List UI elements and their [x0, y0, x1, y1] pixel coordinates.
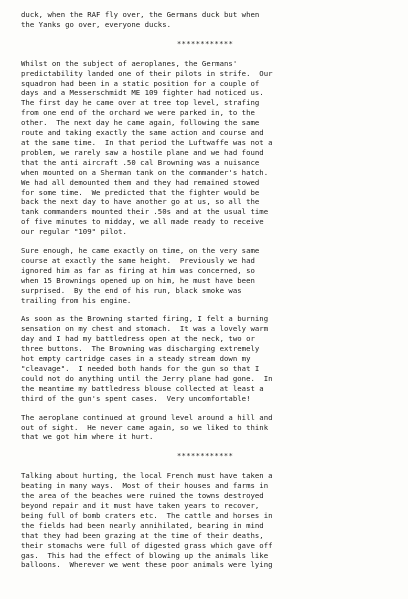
text-line: could not do anything until the Jerry plane had gone. In [21, 373, 273, 383]
text-line: when mounted on a Sherman tank on the commander's hatch. [21, 167, 269, 177]
text-line: being full of bomb craters etc. The cattle and horses in [21, 510, 273, 520]
text-line: squadron had been in a static position for a couple of [21, 78, 260, 88]
text-line: sensation on my chest and stomach. It was a lovely warm [21, 324, 269, 334]
text-line: The aeroplane continued at ground level around a hill and [21, 412, 273, 422]
text-line: gas. This had the effect of blowing up the animals like [21, 550, 269, 560]
text-line: beating in many ways. Most of their houses and farms in [21, 481, 269, 491]
text-line: predictability landed one of their pilots in strife. Our [21, 68, 273, 78]
section-separator: ************ [176, 38, 234, 48]
text-line: Whilst on the subject of aeroplanes, the Germans' [21, 58, 238, 68]
text-line: tank commanders mounted their .50s and at the usual time [21, 207, 269, 217]
text-line: for some time. We predicted that the fighter would be [21, 187, 260, 197]
text-line: of five minutes to midday, we all made ready to receive [21, 217, 264, 227]
text-line: day and I had my battledress open at the neck, two or [21, 334, 255, 344]
text-line: We had all demounted them and they had remained stowed [21, 177, 260, 187]
text-line: ignored him as far as firing at him was concerned, so [21, 265, 255, 275]
text-line: other. The next day he came again, following the same [21, 118, 260, 128]
paragraph [21, 314, 389, 403]
text-line: Sure enough, he came exactly on time, on the very same [21, 246, 260, 256]
text-line: back the next day to have another go at us, so all the [21, 197, 260, 207]
paragraph [21, 413, 389, 443]
text-line: surprised. By the end of his run, black smoke was [21, 285, 242, 295]
paragraph [21, 59, 389, 237]
text-line: the Yanks go over, everyone ducks. [21, 19, 172, 29]
text-line: from one end of the orchard we were parked in, to the [21, 108, 255, 118]
text-line: hot empty cartridge cases in a steady stream down my [21, 354, 251, 364]
text-line: trailing from his engine. [21, 295, 132, 305]
text-line: "cleavage". I needed both hands for the gun so that I [21, 364, 260, 373]
text-line: As soon as the Browning started firing, I felt a burning [21, 314, 269, 324]
text-line: the fields had been nearly annihilated, bearing in mind [21, 520, 264, 530]
text-line: third of the gun's spent cases. Very uncomfortable! [21, 393, 251, 403]
text-line: course at exactly the same height. Previously we had [21, 255, 255, 265]
text-line: duck, when the RAF fly over, the Germans duck but when [21, 10, 260, 19]
text-line: The first day he came over at tree top level, strafing [21, 98, 260, 108]
text-line: beyond repair and it must have taken years to recover, [21, 500, 260, 510]
text-line: days and a Messerschmidt ME 109 fighter had noticed us. [21, 88, 264, 98]
text-line: Talking about hurting, the local French must have taken a [21, 471, 273, 481]
text-line: the meantime my battledress blouse collected at least a [21, 383, 264, 393]
text-line: out of sight. He never came again, so we liked to think [21, 422, 269, 432]
text-line: the area of the beaches were ruined the towns destroyed [21, 491, 264, 501]
text-line: our regular "109" pilot. [21, 227, 127, 237]
text-line: that they had been grazing at the time of their deaths, [21, 530, 264, 540]
text-line: their stomachs were full of digested grass which gave off [21, 540, 273, 550]
text-line: problem, we rarely saw a hostile plane and we had found [21, 147, 264, 157]
text-line: three buttons. The Browning was discharging extremely [21, 344, 260, 354]
text-line: that the anti aircraft .50 cal Browning was a nuisance [21, 157, 260, 167]
section-separator: ************ [176, 451, 234, 461]
text-line: balloons. Wherever we went these poor animals were lying [21, 560, 273, 570]
text-line: route and taking exactly the same action and course and [21, 128, 264, 138]
text-line: when 15 Brownings opened up on him, he must have been [21, 275, 255, 285]
paragraph [21, 246, 389, 305]
paragraph [21, 471, 389, 570]
paragraph [21, 10, 389, 30]
text-line: at the same time. In that period the Luftwaffe was not a [21, 137, 273, 147]
text-line: that we got him where it hurt. [21, 432, 154, 442]
